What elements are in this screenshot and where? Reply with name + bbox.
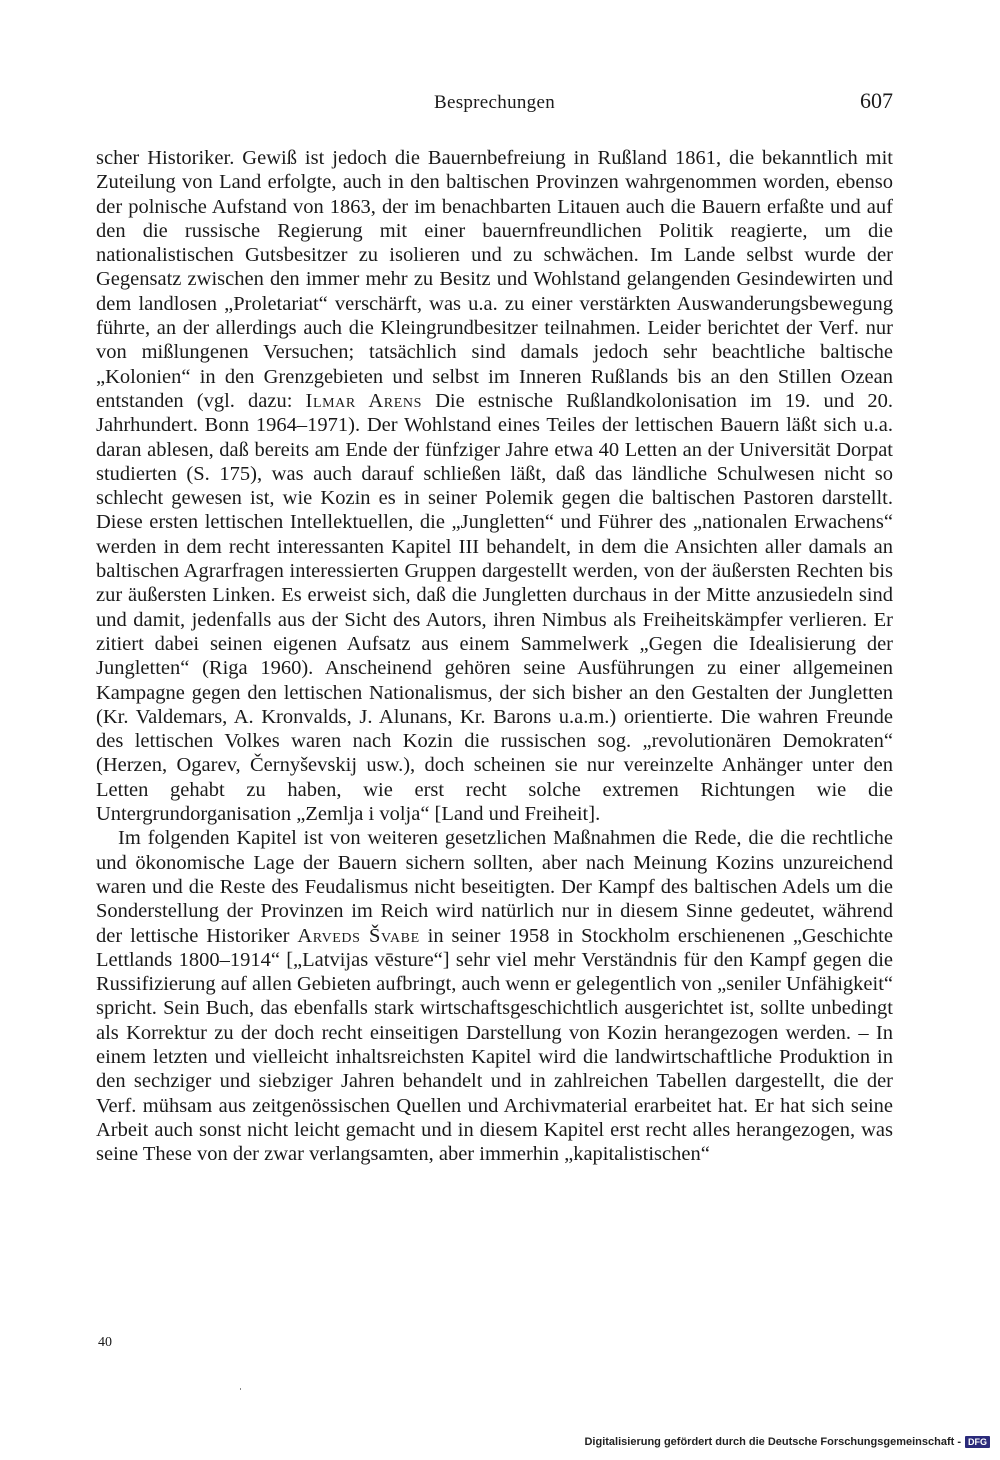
page-number: 607 (860, 88, 893, 113)
page-header (96, 88, 893, 122)
paragraph (96, 826, 893, 1166)
digitization-credit (584, 1436, 990, 1448)
dfg-logo-icon: DFG (965, 1436, 990, 1448)
paragraph (96, 146, 893, 826)
paragraph-text: Im folgenden Kapitel ist von weiteren gesetzlichen Maßnahmen die Rede, die die rechtliche und ökonomische Lage der Bauern sichern sollten, aber nach Meinung Kozins unzureichend waren und die Reste des Feudalismus nicht beseitigten. Der Kampf des baltischen Adels um die Sonderstellung der Provinzen im Reich wird natürlich nur in diesem Sinne gedeutet, während der lettische Historiker (96, 827, 893, 947)
paragraph-text: Die estnische Rußlandkolonisation im 19. und 20. Jahrhundert. Bonn 1964–1971). Der Wohlstand eines Teiles der lettischen Bauern läßt sich u.a. daran ablesen, daß bereits am Ende der fünfziger Jahre etwa 40 Letten an der Universität Dorpat studierten (S. 175), was auch darauf schließen läßt, daß das ländliche Schulwesen nicht so schlecht gewesen ist, wie Kozin es in seiner Polemik gegen die baltischen Pastoren darstellt. Diese ersten lettischen Intellektuellen, die „Jungletten“ und Führer des „nationalen Erwachens“ werden in dem recht interessanten Kapitel III behandelt, in dem die Ansichten aller damals an baltischen Agrarfragen interessierten Gruppen dargestellt werden, von der äußersten Rechten bis zur äußersten Linken. Es erweist sich, daß die Jungletten durchaus in der Mitte anzusiedeln sind und damit, jedenfalls aus der Sicht des Autors, ihren Nimbus als Freiheitskämpfer verlieren. Er zitiert dabei seinen eigenen Aufsatz aus einem Sammelwerk „Gegen die Idealisierung der Jungletten“ (Riga 1960). Anscheinend gehören seine Ausführungen zu einer allgemeinen Kampagne gegen den lettischen Nationalismus, der sich bisher an den Gestalten der Jungletten (Kr. Valdemars, A. Kronvalds, J. Alunans, Kr. Barons u.a.m.) orientierte. Die wahren Freunde des lettischen Volkes waren nach Kozin die russischen sog. „revolutionären Demokraten“ (Herzen, Ogarev, Černyševskij usw.), doch scheinen sie nur vereinzelte Anhänger unter den Letten gehabt zu haben, wie erst recht solche extremen Richtungen wie die Untergrundorganisation „Zemlja i volja“ [Land und Freiheit]. (96, 389, 893, 826)
article-body (96, 146, 893, 1166)
signature-mark: 40 (98, 1335, 112, 1350)
credit-text: Digitalisierung gefördert durch die Deutsche Forschungsgemeinschaft - (584, 1436, 961, 1448)
author-name: Arveds Švabe (297, 924, 420, 947)
paragraph-text: in seiner 1958 in Stockholm erschienenen „Geschichte Lettlands 1800–1914“ [„Latvijas vēsture“] sehr viel mehr Verständnis für den Kampf gegen die Russifizierung auf allen Gebieten aufbringt, auch wenn er gelegentlich von „seniler Unfähigkeit“ spricht. Sein Buch, das ebenfalls stark wirtschaftsgeschichtlich ausgerichtet ist, sollte unbedingt als Korrektur zu der doch recht einseitigen Darstellung von Kozin herangezogen werden. – In einem letzten und vielleicht inhaltsreichsten Kapitel wird die landwirtschaftliche Produktion in den sechziger und siebziger Jahren behandelt und in zahlreichen Tabellen dargestellt, die der Verf. mühsam aus zeitgenössischen Quellen und Archivmaterial erarbeitet hat. Er hat sich seine Arbeit auch sonst nicht leicht gemacht und in diesem Kapitel erst recht alles herangezogen, was seine These von der zwar verlangsamten, aber immerhin „kapitalistischen“ (96, 924, 893, 1166)
scan-speck (240, 1388, 241, 1390)
running-title: Besprechungen (433, 92, 556, 113)
author-name: Ilmar Arens (305, 389, 422, 412)
paragraph-text: scher Historiker. Gewiß ist jedoch die Bauernbefreiung in Rußland 1861, die bekanntlich mit Zuteilung von Land erfolgte, auch in den baltischen Provinzen wahrgenommen worden, ebenso der polnische Aufstand von 1863, der im benachbarten Litauen auch die Bauern erfaßte und auf den die russische Regierung mit einer bauernfreundlichen Politik reagierte, um die nationalistischen Gutsbesitzer zu isolieren und zu schwächen. Im Lande selbst wurde der Gegensatz zwischen den immer mehr zu Besitz und Wohlstand gelangenden Gesindewirten und dem landlosen „Proletariat“ verschärft, was u.a. zu einer verstärkten Auswanderungsbewegung führte, an der allerdings auch die Kleingrundbesitzer teilnahmen. Leider berichtet der Verf. nur von mißlungenen Versuchen; tatsächlich sind damals jedoch sehr beachtliche baltische „Kolonien“ in den Grenzgebieten und selbst im Inneren Rußlands bis an den Stillen Ozean entstanden (vgl. dazu: (96, 147, 893, 412)
